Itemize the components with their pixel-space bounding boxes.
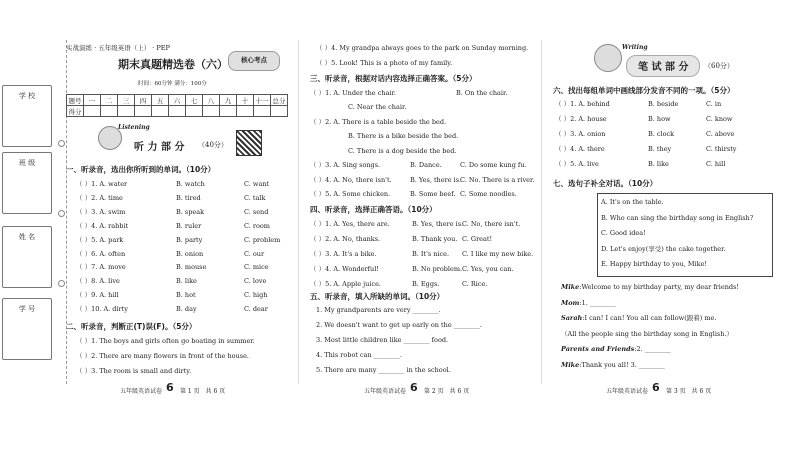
s4-option-a: （ ）1. A. Yes, there are.	[310, 220, 390, 228]
dialog-line: :Welcome to my birthday party, my dear friends!	[579, 283, 740, 291]
s4-option-b: B. No problem.	[412, 265, 463, 273]
s1-option-a: （ ）4. A. rabbit	[76, 221, 129, 230]
s3-option-a: （ ）4. A. No, there isn't.	[310, 175, 392, 184]
footer-page: 第 1 页 共 6 页	[180, 388, 226, 395]
s6-option-a: （ ）2. A. house	[555, 115, 607, 123]
s3-option-c: C. Do some kung fu.	[460, 161, 527, 169]
section-7-heading: 七、选句子补全对话。（10分）	[553, 179, 658, 188]
score-cell[interactable]	[203, 106, 220, 117]
s1-option-b: B. mouse	[176, 263, 207, 272]
s1-option-b: B. day	[176, 305, 197, 314]
s3-option-b: B. Some beef.	[410, 190, 456, 198]
section-6-heading: 六、找出每组单词中画线部分发音不同的一项。（5分）	[553, 86, 735, 95]
core-badge-text: 核心考点	[241, 56, 267, 64]
score-cell[interactable]	[84, 106, 101, 117]
score-header-cell: 七	[186, 95, 203, 106]
s3-q1-a: （ ）1. A. Under the chair.	[310, 89, 396, 97]
s6-option-b: B. they	[648, 145, 672, 153]
s1-option-c: C. talk	[244, 193, 266, 202]
number-label: 学 号	[14, 304, 40, 316]
section-3-heading: 三、听录音，根据对话内容选择正确答案。（5分）	[310, 74, 477, 83]
s1-option-a: （ ）6. A. often	[76, 249, 126, 258]
score-cell[interactable]	[101, 106, 118, 117]
footer-label: 五年级英语试卷	[364, 388, 407, 395]
s3-option-b: B. Yes, there is.	[410, 175, 462, 184]
footer-number: 6	[166, 381, 174, 394]
s4-option-c: C. Rice.	[462, 280, 488, 288]
s4-option-a: （ ）2. A. No, thanks.	[310, 235, 381, 243]
score-header-cell: 九	[220, 95, 237, 106]
score-cell[interactable]	[237, 106, 254, 117]
s5-fill-blank: 3. Most little children like ________ food.	[316, 336, 449, 344]
score-cell[interactable]	[254, 106, 271, 117]
score-header-cell: 六	[169, 95, 186, 106]
s1-option-c: C. love	[244, 277, 267, 286]
dialog-line: （All the people sing the birthday song in English.）	[561, 329, 733, 338]
s6-option-c: C. know	[706, 115, 733, 123]
score-table	[66, 94, 288, 117]
s3-option-a: （ ）3. A. Sing songs.	[310, 161, 381, 169]
s1-option-a: （ ）9. A. hill	[76, 291, 119, 300]
s4-option-a: （ ）4. A. Wonderful!	[310, 265, 379, 273]
core-badge	[228, 51, 280, 71]
score-header-cell: 五	[152, 95, 169, 106]
exam-title: 期末真题精选卷（六）	[118, 58, 228, 71]
score-header-cell: 四	[135, 95, 152, 106]
s3-q1-c: C. Near the chair.	[348, 103, 407, 111]
score-header-cell: 三	[118, 95, 135, 106]
s1-option-c: C. our	[244, 249, 265, 258]
dialog-line: :I can! I can! You all can follow(跟着) me.	[582, 314, 717, 322]
s1-option-b: B. like	[176, 277, 197, 286]
s1-option-c: C. send	[244, 207, 269, 216]
dialog-line: :Thank you all! 3. ________	[579, 360, 665, 369]
s1-option-a: （ ）7. A. move	[76, 263, 126, 272]
s4-option-c: C. Great!	[462, 235, 493, 243]
s1-option-a: （ ）8. A. live	[76, 277, 120, 286]
footer-number: 6	[652, 381, 660, 394]
section-4-heading: 四、听录音，选择正确答语。（10分）	[310, 205, 437, 214]
s2-statement: （ ）2. There are many flowers in front of the house.	[76, 352, 250, 360]
s4-option-c: C. No, there isn't.	[462, 220, 521, 228]
section-5-heading: 五、听录音，填入所缺的单词。（10分）	[310, 292, 445, 301]
score-cell[interactable]	[118, 106, 135, 117]
school-label: 学 校	[14, 91, 40, 103]
s4-option-c: C. Yes, you can.	[462, 265, 514, 273]
score-cell[interactable]	[152, 106, 169, 117]
score-cell[interactable]	[169, 106, 186, 117]
footer-number: 6	[410, 381, 418, 394]
s6-option-b: B. beside	[648, 100, 679, 108]
s1-option-c: C. high	[244, 291, 268, 300]
s5-fill-blank: 4. This robot can ________.	[316, 351, 402, 359]
writing-word: Writing	[622, 44, 648, 51]
dialog-line: :2. ________	[634, 345, 671, 353]
s1-option-a: （ ）2. A. time	[76, 193, 123, 202]
s6-option-c: C. hill	[706, 160, 726, 168]
binding-hole	[58, 210, 65, 217]
name-label: 姓 名	[14, 232, 40, 244]
s6-option-b: B. clock	[648, 130, 675, 138]
s1-option-c: C. problem	[244, 235, 281, 244]
speaker-name: Mom	[561, 298, 580, 307]
score-header-cell: 十	[237, 95, 254, 106]
dialog-option: A. It's on the table.	[601, 198, 664, 206]
listening-word: Listening	[118, 124, 150, 131]
dialog-option: E. Happy birthday to you, Mike!	[601, 260, 708, 268]
s1-option-a: （ ）1. A. water	[76, 180, 128, 188]
writing-points: （60分）	[704, 62, 734, 70]
class-label: 班 级	[14, 158, 40, 170]
s6-option-c: C. thirsty	[706, 145, 737, 153]
s6-option-a: （ ）5. A. live	[555, 160, 599, 168]
s1-option-c: C. room	[244, 221, 270, 230]
binding-hole	[58, 280, 65, 287]
s1-option-b: B. speak	[176, 207, 205, 216]
s1-option-c: C. want	[244, 180, 270, 188]
speaker-name: Sarah	[561, 314, 583, 322]
s3-option-c: C. Some noodles.	[460, 190, 517, 198]
score-cell[interactable]	[220, 106, 237, 117]
s6-option-c: C. above	[706, 130, 735, 138]
s1-option-c: C. dear	[244, 305, 268, 314]
footer-page: 第 2 页 共 6 页	[424, 388, 470, 395]
score-header-cell: 一	[84, 95, 101, 106]
s4-option-b: B. Eggs.	[412, 280, 440, 288]
mascot-icon	[594, 44, 622, 72]
column-divider	[541, 40, 542, 384]
time-info: 时间：60分钟 满分：100分	[138, 81, 207, 87]
s6-option-a: （ ）1. A. behind	[555, 100, 610, 108]
s3-q2-a: （ ）2. A. There is a table beside the bed.	[310, 118, 447, 126]
s6-option-a: （ ）4. A. there	[555, 145, 605, 153]
s4-option-b: B. Thank you.	[412, 235, 458, 243]
column-divider	[298, 40, 299, 384]
s1-option-b: B. tired	[176, 193, 201, 202]
score-header-cell: 总分	[272, 96, 286, 105]
binding-hole	[58, 140, 65, 147]
s3-q2-b: B. There is a bike beside the bed.	[348, 132, 459, 140]
s1-option-b: B. hot	[176, 291, 196, 300]
s6-option-b: B. how	[648, 115, 671, 123]
qr-code-icon	[236, 130, 262, 156]
p2-statement: （ ）4. My grandpa always goes to the park on Sunday morning.	[316, 44, 529, 52]
footer-page: 第 3 页 共 6 页	[666, 388, 712, 395]
dialog-option: B. Who can sing the birthday song in English?	[601, 213, 754, 222]
s6-option-b: B. like	[648, 160, 669, 168]
score-cell[interactable]	[186, 106, 203, 117]
s6-option-c: C. in	[706, 100, 722, 108]
s1-option-b: B. onion	[176, 249, 204, 258]
s1-option-a: （ ）10. A. dirty	[76, 305, 128, 314]
s1-option-c: C. mice	[244, 263, 269, 272]
section-2-heading: 二、听录音，判断正(T)误(F)。（5分）	[66, 322, 197, 331]
s4-option-b: B. It's nice.	[412, 250, 450, 258]
dialog-line: :1. ________	[579, 298, 616, 307]
score-cell[interactable]	[271, 106, 288, 117]
binding-strip	[0, 40, 67, 384]
s4-option-c: C. I like my new bike.	[462, 250, 534, 258]
s3-option-a: （ ）5. A. Some chicken.	[310, 190, 391, 198]
s1-option-b: B. party	[176, 235, 203, 244]
s1-option-b: B. ruler	[176, 221, 202, 230]
score-header-cell: 八	[203, 95, 220, 106]
s3-option-c: C. No. There is a river.	[460, 175, 535, 184]
speaker-name: Mike	[561, 360, 580, 369]
s3-q2-c: C. There is a dog beside the bed.	[348, 147, 457, 155]
s4-option-a: （ ）3. A. It's a bike.	[310, 250, 377, 258]
speaker-name: Mike	[561, 283, 580, 291]
s1-option-b: B. watch	[176, 180, 205, 188]
dialog-option: D. Let's enjoy(享受) the cake together.	[601, 244, 726, 253]
score-row-label: 得分	[68, 107, 82, 116]
s2-statement: （ ）3. The room is small and dirty.	[76, 367, 192, 375]
footer-label: 五年级英语试卷	[606, 388, 649, 395]
s5-fill-blank: 1. My grandparents are very ________.	[316, 306, 441, 314]
s6-option-a: （ ）3. A. onion	[555, 130, 606, 138]
series-label: 实战演练 · 五年级英语（上） · PEP	[66, 44, 170, 52]
footer-label: 五年级英语试卷	[120, 388, 163, 395]
s1-option-a: （ ）5. A. park	[76, 235, 124, 244]
score-header-cell: 十一	[255, 96, 269, 105]
p2-statement: （ ）5. Look! This is a photo of my family.	[316, 59, 453, 67]
s1-option-a: （ ）3. A. swim	[76, 207, 126, 216]
listening-title: 听 力 部 分	[134, 142, 185, 153]
score-header-cell: 题号	[68, 96, 82, 105]
writing-title: 笔 试 部 分	[638, 62, 689, 73]
score-cell[interactable]	[135, 106, 152, 117]
s4-option-b: B. Yes, there is.	[412, 220, 464, 228]
section-1-heading: 一、听录音，选出你所听到的单词。（10分）	[66, 165, 216, 174]
s3-option-b: B. Dance.	[410, 161, 442, 169]
s3-q1-b: B. On the chair.	[456, 89, 508, 97]
s5-fill-blank: 5. There are many ________ in the school.	[316, 366, 451, 374]
dialog-option: C. Good idea!	[601, 229, 646, 237]
s5-fill-blank: 2. We doesn't want to get up early on the ________.	[316, 321, 482, 329]
s2-statement: （ ）1. The boys and girls often go boating in summer.	[76, 337, 255, 345]
speaker-name: Parents and Friends	[561, 345, 635, 353]
s4-option-a: （ ）5. A. Apple juice.	[310, 280, 382, 288]
score-header-cell: 二	[101, 95, 118, 106]
listening-points: （40分）	[198, 141, 228, 149]
